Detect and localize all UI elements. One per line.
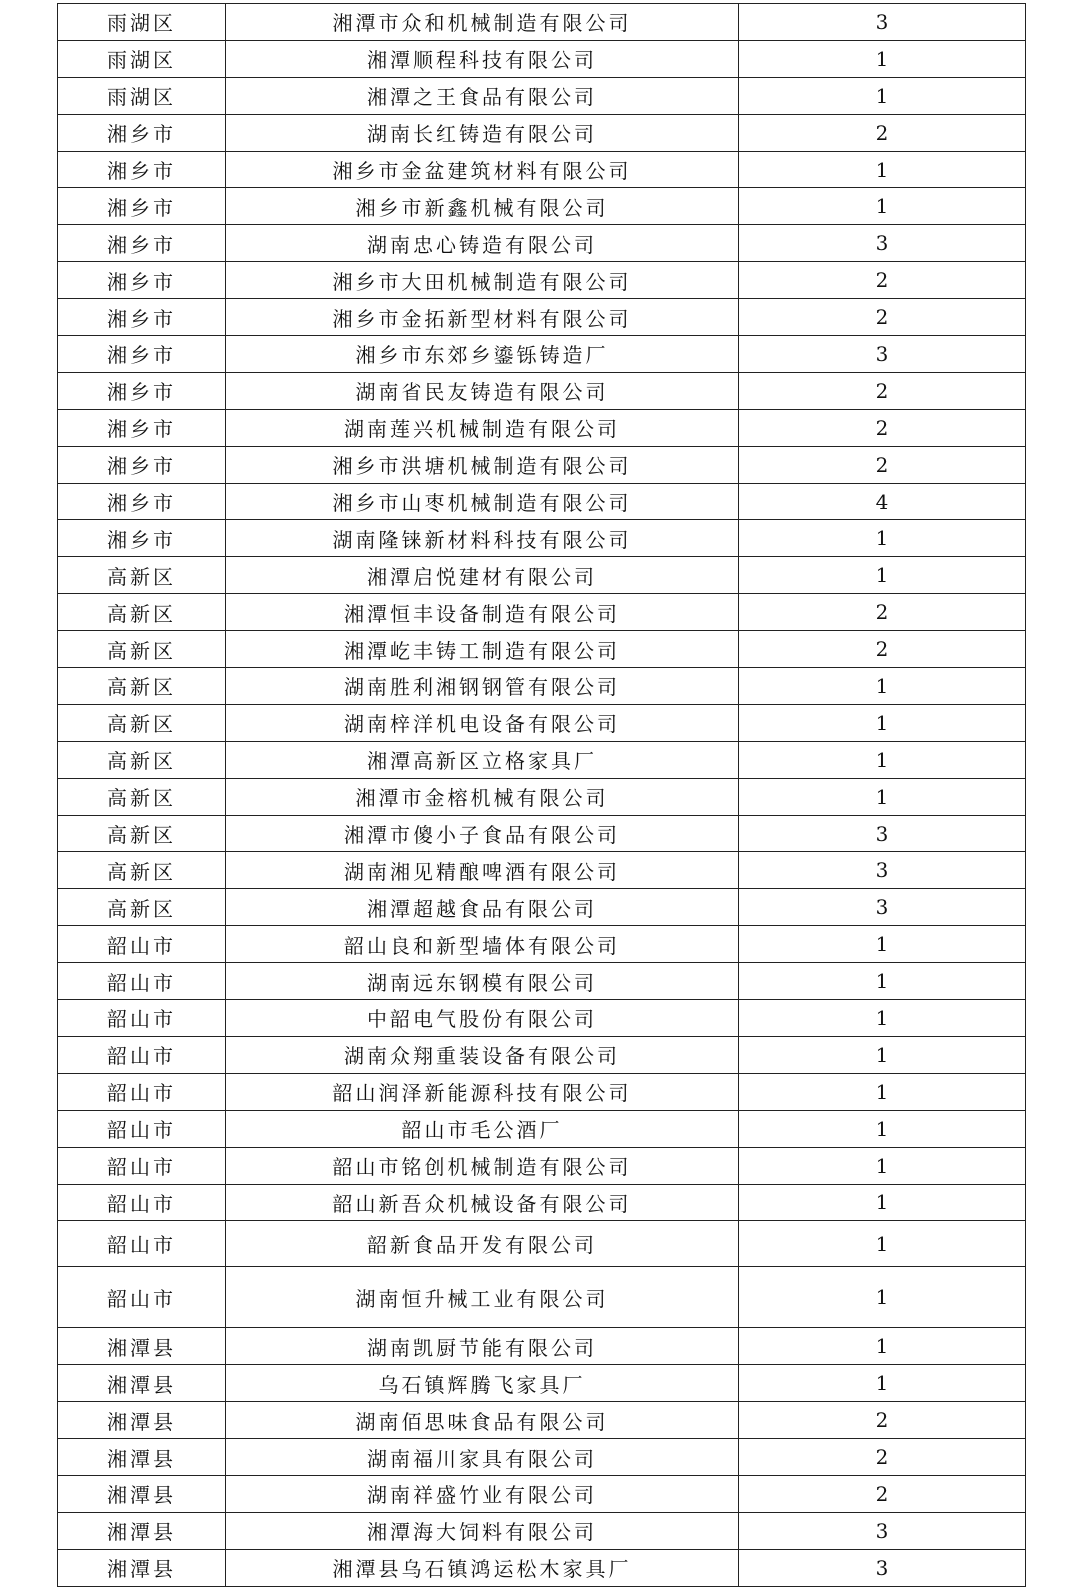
count-cell: 1 <box>739 668 1026 705</box>
company-name-cell: 韶山良和新型墙体有限公司 <box>226 926 739 963</box>
district-cell: 高新区 <box>58 889 226 926</box>
table-row <box>58 1267 1026 1328</box>
count-cell: 1 <box>739 1147 1026 1184</box>
district-cell: 湘乡市 <box>58 262 226 299</box>
district-cell: 韶山市 <box>58 1147 226 1184</box>
company-name-cell: 湖南众翔重装设备有限公司 <box>226 1036 739 1073</box>
table-row <box>58 963 1026 1000</box>
district-cell: 湘乡市 <box>58 520 226 557</box>
count-cell: 1 <box>739 926 1026 963</box>
table-row <box>58 520 1026 557</box>
count-cell: 3 <box>739 815 1026 852</box>
district-cell: 湘潭县 <box>58 1402 226 1439</box>
count-cell: 1 <box>739 1328 1026 1365</box>
district-cell: 高新区 <box>58 631 226 668</box>
count-cell: 2 <box>739 1402 1026 1439</box>
count-cell: 3 <box>739 889 1026 926</box>
count-cell: 2 <box>739 409 1026 446</box>
district-cell: 高新区 <box>58 668 226 705</box>
count-cell: 4 <box>739 483 1026 520</box>
count-cell: 3 <box>739 225 1026 262</box>
company-name-cell: 韶山润泽新能源科技有限公司 <box>226 1073 739 1110</box>
company-name-cell: 湖南梓洋机电设备有限公司 <box>226 704 739 741</box>
company-name-cell: 湖南长红铸造有限公司 <box>226 114 739 151</box>
district-cell: 韶山市 <box>58 1184 226 1221</box>
company-name-cell: 湘潭屹丰铸工制造有限公司 <box>226 631 739 668</box>
company-name-cell: 湘潭超越食品有限公司 <box>226 889 739 926</box>
company-name-cell: 湖南省民友铸造有限公司 <box>226 372 739 409</box>
table-row <box>58 446 1026 483</box>
company-name-cell: 韶山新吾众机械设备有限公司 <box>226 1184 739 1221</box>
company-name-cell: 湖南胜利湘钢钢管有限公司 <box>226 668 739 705</box>
company-name-cell: 湘乡市洪塘机械制造有限公司 <box>226 446 739 483</box>
count-cell: 1 <box>739 1221 1026 1267</box>
table-row <box>58 668 1026 705</box>
district-cell: 湘乡市 <box>58 483 226 520</box>
company-name-cell: 湘潭市傻小子食品有限公司 <box>226 815 739 852</box>
district-cell: 湘潭县 <box>58 1475 226 1512</box>
district-cell: 韶山市 <box>58 963 226 1000</box>
table-row <box>58 299 1026 336</box>
district-cell: 湘乡市 <box>58 372 226 409</box>
table-row <box>58 409 1026 446</box>
company-name-cell: 湘乡市金拓新型材料有限公司 <box>226 299 739 336</box>
count-cell: 1 <box>739 1267 1026 1328</box>
district-cell: 湘乡市 <box>58 151 226 188</box>
count-cell: 2 <box>739 1439 1026 1476</box>
count-cell: 3 <box>739 1549 1026 1586</box>
company-name-cell: 湘潭海大饲料有限公司 <box>226 1512 739 1549</box>
count-cell: 3 <box>739 336 1026 373</box>
table-row <box>58 1000 1026 1037</box>
district-cell: 高新区 <box>58 704 226 741</box>
enterprise-table-container <box>57 3 1025 1587</box>
count-cell: 1 <box>739 1000 1026 1037</box>
table-row <box>58 557 1026 594</box>
district-cell: 韶山市 <box>58 1073 226 1110</box>
count-cell: 1 <box>739 704 1026 741</box>
table-row <box>58 1549 1026 1586</box>
district-cell: 雨湖区 <box>58 77 226 114</box>
count-cell: 2 <box>739 594 1026 631</box>
district-cell: 湘乡市 <box>58 299 226 336</box>
table-row <box>58 262 1026 299</box>
company-name-cell: 湘乡市东郊乡鎏铄铸造厂 <box>226 336 739 373</box>
table-row <box>58 1184 1026 1221</box>
table-row <box>58 852 1026 889</box>
table-row <box>58 1147 1026 1184</box>
company-name-cell: 湘潭县乌石镇鸿运松木家具厂 <box>226 1549 739 1586</box>
district-cell: 湘潭县 <box>58 1512 226 1549</box>
district-cell: 湘乡市 <box>58 409 226 446</box>
enterprise-table <box>57 3 1026 1587</box>
table-row <box>58 704 1026 741</box>
company-name-cell: 湖南忠心铸造有限公司 <box>226 225 739 262</box>
count-cell: 2 <box>739 631 1026 668</box>
district-cell: 高新区 <box>58 778 226 815</box>
count-cell: 1 <box>739 557 1026 594</box>
company-name-cell: 湖南祥盛竹业有限公司 <box>226 1475 739 1512</box>
count-cell: 2 <box>739 299 1026 336</box>
table-row <box>58 778 1026 815</box>
count-cell: 1 <box>739 520 1026 557</box>
count-cell: 1 <box>739 151 1026 188</box>
company-name-cell: 湖南远东钢模有限公司 <box>226 963 739 1000</box>
district-cell: 湘潭县 <box>58 1328 226 1365</box>
count-cell: 1 <box>739 77 1026 114</box>
table-row <box>58 815 1026 852</box>
district-cell: 韶山市 <box>58 1110 226 1147</box>
table-row <box>58 926 1026 963</box>
district-cell: 高新区 <box>58 815 226 852</box>
company-name-cell: 湘潭顺程科技有限公司 <box>226 40 739 77</box>
district-cell: 高新区 <box>58 852 226 889</box>
table-row <box>58 4 1026 41</box>
company-name-cell: 韶山市毛公酒厂 <box>226 1110 739 1147</box>
district-cell: 湘潭县 <box>58 1439 226 1476</box>
table-row <box>58 594 1026 631</box>
district-cell: 湘乡市 <box>58 336 226 373</box>
company-name-cell: 湖南凯厨节能有限公司 <box>226 1328 739 1365</box>
table-row <box>58 1475 1026 1512</box>
company-name-cell: 湖南隆铼新材料科技有限公司 <box>226 520 739 557</box>
company-name-cell: 湖南福川家具有限公司 <box>226 1439 739 1476</box>
company-name-cell: 湘潭高新区立格家具厂 <box>226 741 739 778</box>
count-cell: 1 <box>739 741 1026 778</box>
district-cell: 湘乡市 <box>58 114 226 151</box>
table-row <box>58 1365 1026 1402</box>
district-cell: 雨湖区 <box>58 4 226 41</box>
district-cell: 韶山市 <box>58 1267 226 1328</box>
table-row <box>58 225 1026 262</box>
count-cell: 2 <box>739 446 1026 483</box>
table-row <box>58 188 1026 225</box>
table-row <box>58 1402 1026 1439</box>
count-cell: 1 <box>739 1365 1026 1402</box>
table-row <box>58 741 1026 778</box>
table-row <box>58 889 1026 926</box>
company-name-cell: 湘潭启悦建材有限公司 <box>226 557 739 594</box>
district-cell: 韶山市 <box>58 926 226 963</box>
company-name-cell: 湘乡市新鑫机械有限公司 <box>226 188 739 225</box>
count-cell: 1 <box>739 188 1026 225</box>
company-name-cell: 湘潭市金榕机械有限公司 <box>226 778 739 815</box>
company-name-cell: 湘乡市山枣机械制造有限公司 <box>226 483 739 520</box>
count-cell: 1 <box>739 778 1026 815</box>
count-cell: 3 <box>739 1512 1026 1549</box>
district-cell: 高新区 <box>58 594 226 631</box>
table-row <box>58 151 1026 188</box>
company-name-cell: 湘潭之王食品有限公司 <box>226 77 739 114</box>
company-name-cell: 湘乡市大田机械制造有限公司 <box>226 262 739 299</box>
count-cell: 1 <box>739 1184 1026 1221</box>
table-row <box>58 1036 1026 1073</box>
district-cell: 韶山市 <box>58 1000 226 1037</box>
table-row <box>58 1110 1026 1147</box>
count-cell: 3 <box>739 4 1026 41</box>
table-row <box>58 483 1026 520</box>
district-cell: 高新区 <box>58 741 226 778</box>
count-cell: 2 <box>739 114 1026 151</box>
table-row <box>58 631 1026 668</box>
company-name-cell: 湖南莲兴机械制造有限公司 <box>226 409 739 446</box>
company-name-cell: 湖南佰思味食品有限公司 <box>226 1402 739 1439</box>
district-cell: 湘乡市 <box>58 188 226 225</box>
company-name-cell: 湘乡市金盆建筑材料有限公司 <box>226 151 739 188</box>
count-cell: 2 <box>739 1475 1026 1512</box>
district-cell: 韶山市 <box>58 1036 226 1073</box>
company-name-cell: 韶新食品开发有限公司 <box>226 1221 739 1267</box>
table-row <box>58 1439 1026 1476</box>
company-name-cell: 韶山市铭创机械制造有限公司 <box>226 1147 739 1184</box>
table-row <box>58 336 1026 373</box>
company-name-cell: 乌石镇辉腾飞家具厂 <box>226 1365 739 1402</box>
table-row <box>58 372 1026 409</box>
company-name-cell: 湘潭市众和机械制造有限公司 <box>226 4 739 41</box>
count-cell: 3 <box>739 852 1026 889</box>
table-row <box>58 77 1026 114</box>
district-cell: 高新区 <box>58 557 226 594</box>
count-cell: 1 <box>739 1073 1026 1110</box>
table-row <box>58 1328 1026 1365</box>
table-row <box>58 40 1026 77</box>
district-cell: 湘潭县 <box>58 1365 226 1402</box>
district-cell: 湘乡市 <box>58 225 226 262</box>
count-cell: 2 <box>739 372 1026 409</box>
district-cell: 湘潭县 <box>58 1549 226 1586</box>
company-name-cell: 中韶电气股份有限公司 <box>226 1000 739 1037</box>
district-cell: 雨湖区 <box>58 40 226 77</box>
count-cell: 2 <box>739 262 1026 299</box>
count-cell: 1 <box>739 963 1026 1000</box>
table-row <box>58 1221 1026 1267</box>
table-row <box>58 1512 1026 1549</box>
table-row <box>58 114 1026 151</box>
count-cell: 1 <box>739 1036 1026 1073</box>
enterprise-table-body <box>58 4 1026 1587</box>
count-cell: 1 <box>739 1110 1026 1147</box>
count-cell: 1 <box>739 40 1026 77</box>
table-row <box>58 1073 1026 1110</box>
company-name-cell: 湖南湘见精酿啤酒有限公司 <box>226 852 739 889</box>
company-name-cell: 湖南恒升械工业有限公司 <box>226 1267 739 1328</box>
district-cell: 韶山市 <box>58 1221 226 1267</box>
company-name-cell: 湘潭恒丰设备制造有限公司 <box>226 594 739 631</box>
district-cell: 湘乡市 <box>58 446 226 483</box>
